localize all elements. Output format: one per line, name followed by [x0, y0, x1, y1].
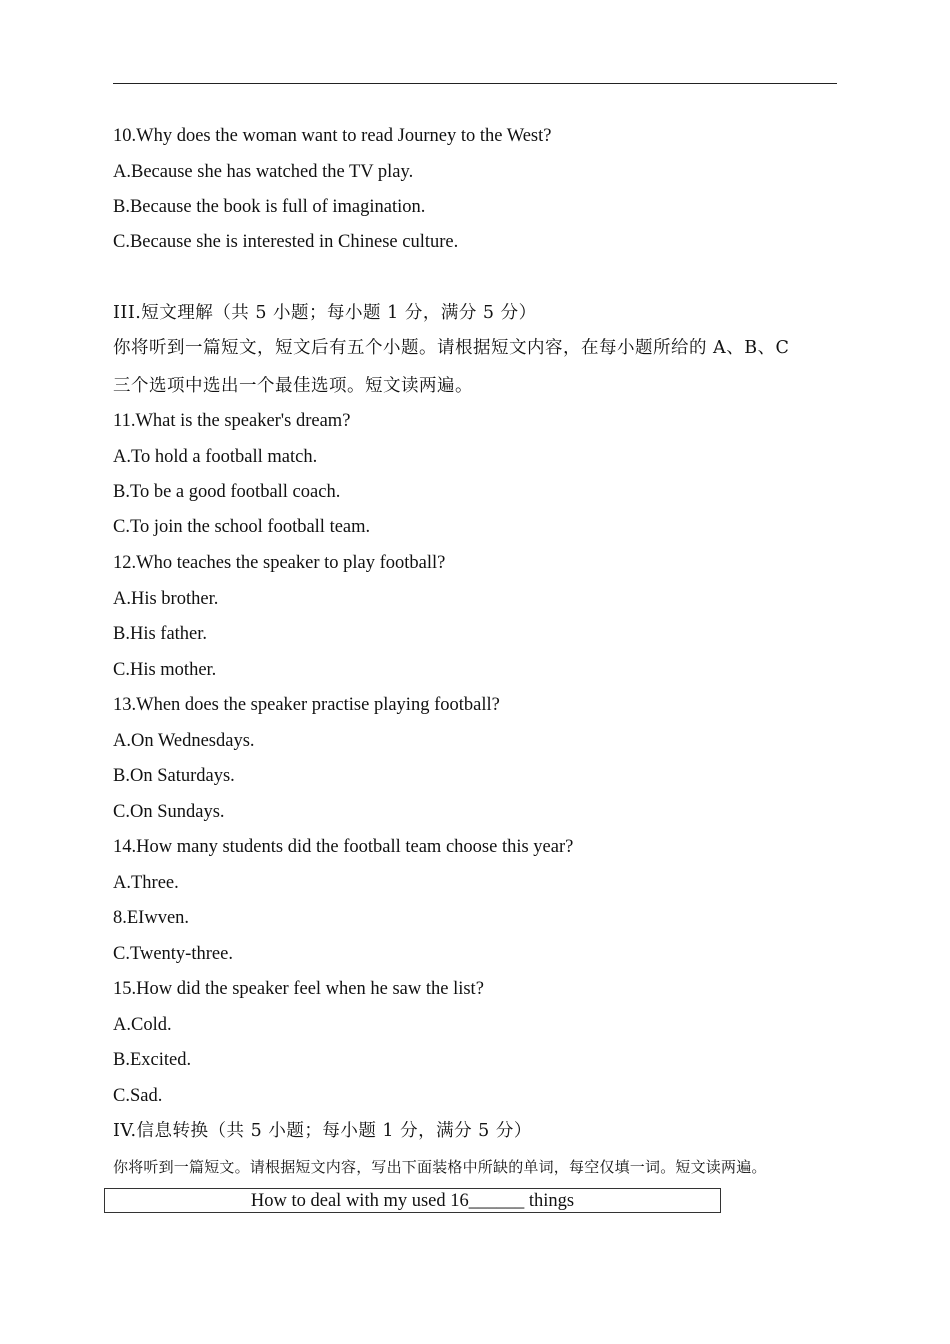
info-table-title: How to deal with my used 16______ things	[250, 1191, 575, 1211]
q14-option-c: C.Twenty-three.	[113, 944, 233, 964]
q11-option-a: A.To hold a football match.	[113, 447, 318, 467]
q10-option-a: A.Because she has watched the TV play.	[113, 162, 414, 182]
q14-option-a: A.Three.	[113, 873, 179, 893]
q13-option-b: B.On Saturdays.	[113, 766, 235, 786]
q15-option-b: B.Excited.	[113, 1050, 192, 1070]
q10-option-b: B.Because the book is full of imagination.	[113, 197, 426, 217]
section-4-heading: IV.信息转换（共 5 小题；每小题 1 分，满分 5 分）	[113, 1121, 532, 1141]
q12-option-a: A.His brother.	[113, 589, 219, 609]
q12-option-c: C.His mother.	[113, 660, 217, 680]
q14-question: 14.How many students did the football team choose this year?	[113, 837, 574, 857]
q12-question: 12.Who teaches the speaker to play football?	[113, 553, 446, 573]
q13-option-c: C.On Sundays.	[113, 802, 225, 822]
section-3-instruction-line-2: 三个选项中选出一个最佳选项。短文读两遍。	[113, 376, 473, 396]
q15-option-c: C.Sad.	[113, 1086, 163, 1106]
q11-question: 11.What is the speaker's dream?	[113, 411, 351, 431]
q11-option-b: B.To be a good football coach.	[113, 482, 341, 502]
header-rule	[113, 83, 837, 84]
q15-question: 15.How did the speaker feel when he saw the list?	[113, 979, 484, 999]
q10-question: 10.Why does the woman want to read Journey to the West?	[113, 126, 552, 146]
q15-option-a: A.Cold.	[113, 1015, 172, 1035]
info-table	[104, 1188, 721, 1213]
section-3-instruction-line-1: 你将听到一篇短文，短文后有五个小题。请根据短文内容，在每小题所给的 A、B、C	[113, 338, 790, 358]
q13-option-a: A.On Wednesdays.	[113, 731, 255, 751]
section-4-instruction: 你将听到一篇短文。请根据短文内容，写出下面装格中所缺的单词，每空仅填一词。短文读两遍。	[113, 1158, 767, 1176]
section-3-heading: III.短文理解（共 5 小题；每小题 1 分，满分 5 分）	[113, 303, 537, 323]
q14-option-b: 8.EIwven.	[113, 908, 190, 928]
q10-option-c: C.Because she is interested in Chinese culture.	[113, 232, 459, 252]
q11-option-c: C.To join the school football team.	[113, 517, 371, 537]
q13-question: 13.When does the speaker practise playing football?	[113, 695, 500, 715]
q12-option-b: B.His father.	[113, 624, 208, 644]
